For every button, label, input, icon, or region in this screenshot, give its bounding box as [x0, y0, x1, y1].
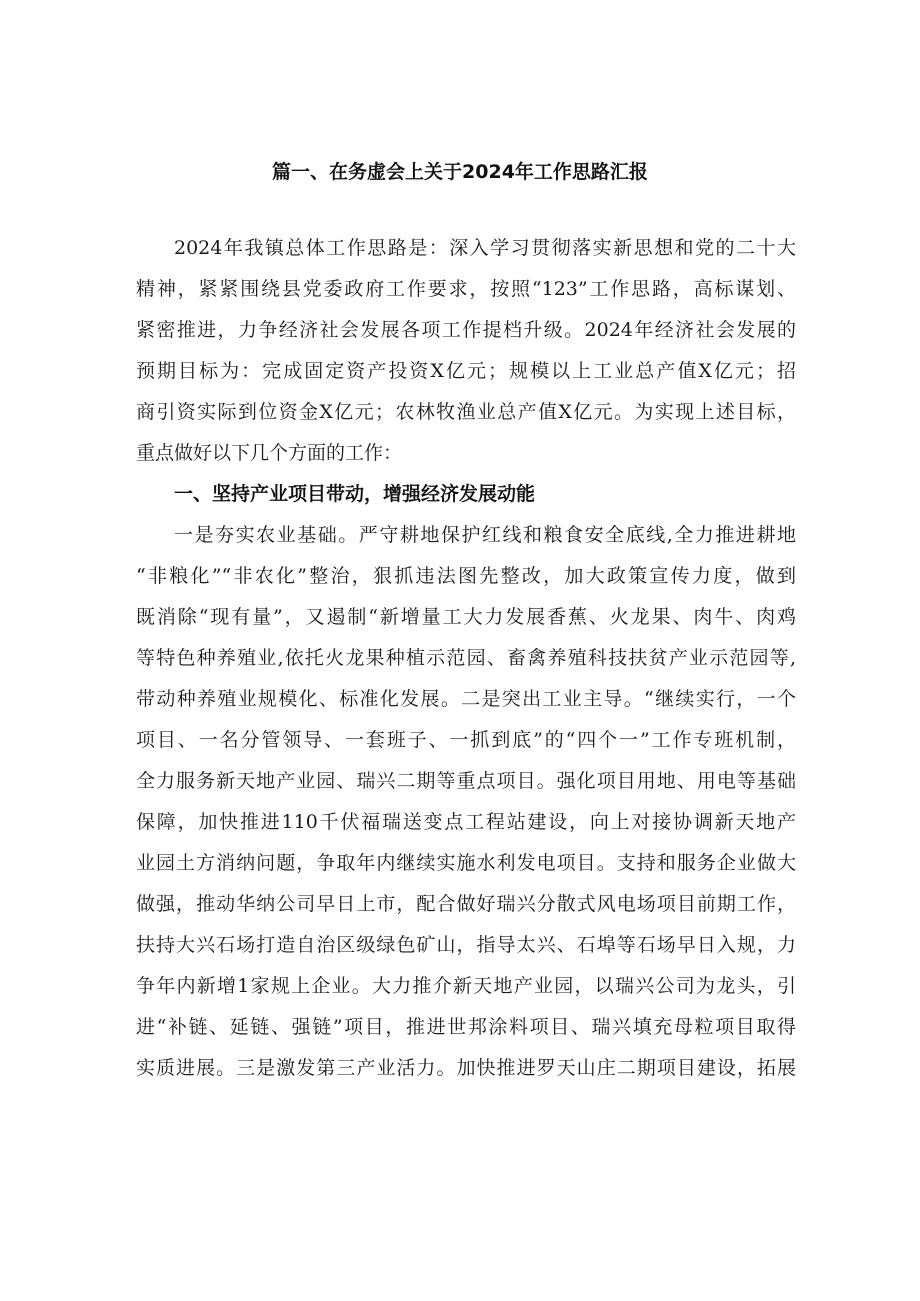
paragraph-line: 预期目标为：完成固定资产投资X亿元；规模以上工业总产值X亿元；招: [136, 360, 796, 382]
paragraph-line: 等特色种养殖业,依托火龙果种植示范园、畜禽养殖科技扶贫产业示范园等,: [136, 647, 796, 669]
paragraph-line: 扶持大兴石场打造自治区级绿色矿山，指导太兴、石埠等石场早日入规，力: [136, 934, 796, 956]
paragraph-line: 全力服务新天地产业园、瑞兴二期等重点项目。强化项目用地、用电等基础: [136, 770, 796, 792]
paragraph-line: 重点做好以下几个方面的工作：: [136, 442, 403, 464]
paragraph-line: 商引资实际到位资金X亿元；农林牧渔业总产值X亿元。为实现上述目标，: [136, 401, 796, 423]
paragraph-line: 既消除“现有量”，又遏制“新增量工大力发展香蕉、火龙果、肉牛、肉鸡: [136, 606, 796, 628]
paragraph-line: 2024年我镇总体工作思路是：深入学习贯彻落实新思想和党的二十大: [174, 237, 796, 259]
paragraph-line: 一是夯实农业基础。严守耕地保护红线和粮食安全底线,全力推进耕地: [174, 524, 796, 546]
document-title: 篇一、在务虚会上关于2024年工作思路汇报: [272, 161, 648, 183]
paragraph-line: “非粮化”“非农化”整治，狠抓违法图先整改，加大政策宣传力度，做到: [136, 565, 796, 587]
paragraph-line: 做强，推动华纳公司早日上市，配合做好瑞兴分散式风电场项目前期工作，: [136, 893, 796, 915]
paragraph-line: 带动种养殖业规模化、标准化发展。二是突出工业主导。“继续实行，一个: [136, 688, 796, 710]
section-heading: 一、坚持产业项目带动，增强经济发展动能: [174, 483, 536, 505]
paragraph-line: 争年内新增1家规上企业。大力推介新天地产业园，以瑞兴公司为龙头，引: [136, 975, 796, 997]
paragraph-line: 紧密推进，力争经济社会发展各项工作提档升级。2024年经济社会发展的: [136, 319, 796, 341]
paragraph-line: 精神，紧紧围绕县党委政府工作要求，按照“123”工作思路，高标谋划、: [136, 278, 796, 300]
paragraph-line: 保障，加快推进110千伏福瑞送变点工程站建设，向上对接协调新天地产: [136, 811, 796, 833]
paragraph-line: 业园土方消纳问题，争取年内继续实施水利发电项目。支持和服务企业做大: [136, 852, 796, 874]
paragraph-line: 实质进展。三是激发第三产业活力。加快推进罗天山庄二期项目建设，拓展: [136, 1057, 796, 1079]
paragraph-line: 项目、一名分管领导、一套班子、一抓到底”的“四个一”工作专班机制，: [136, 729, 796, 751]
paragraph-line: 进“补链、延链、强链”项目，推进世邦涂料项目、瑞兴填充母粒项目取得: [136, 1016, 796, 1038]
